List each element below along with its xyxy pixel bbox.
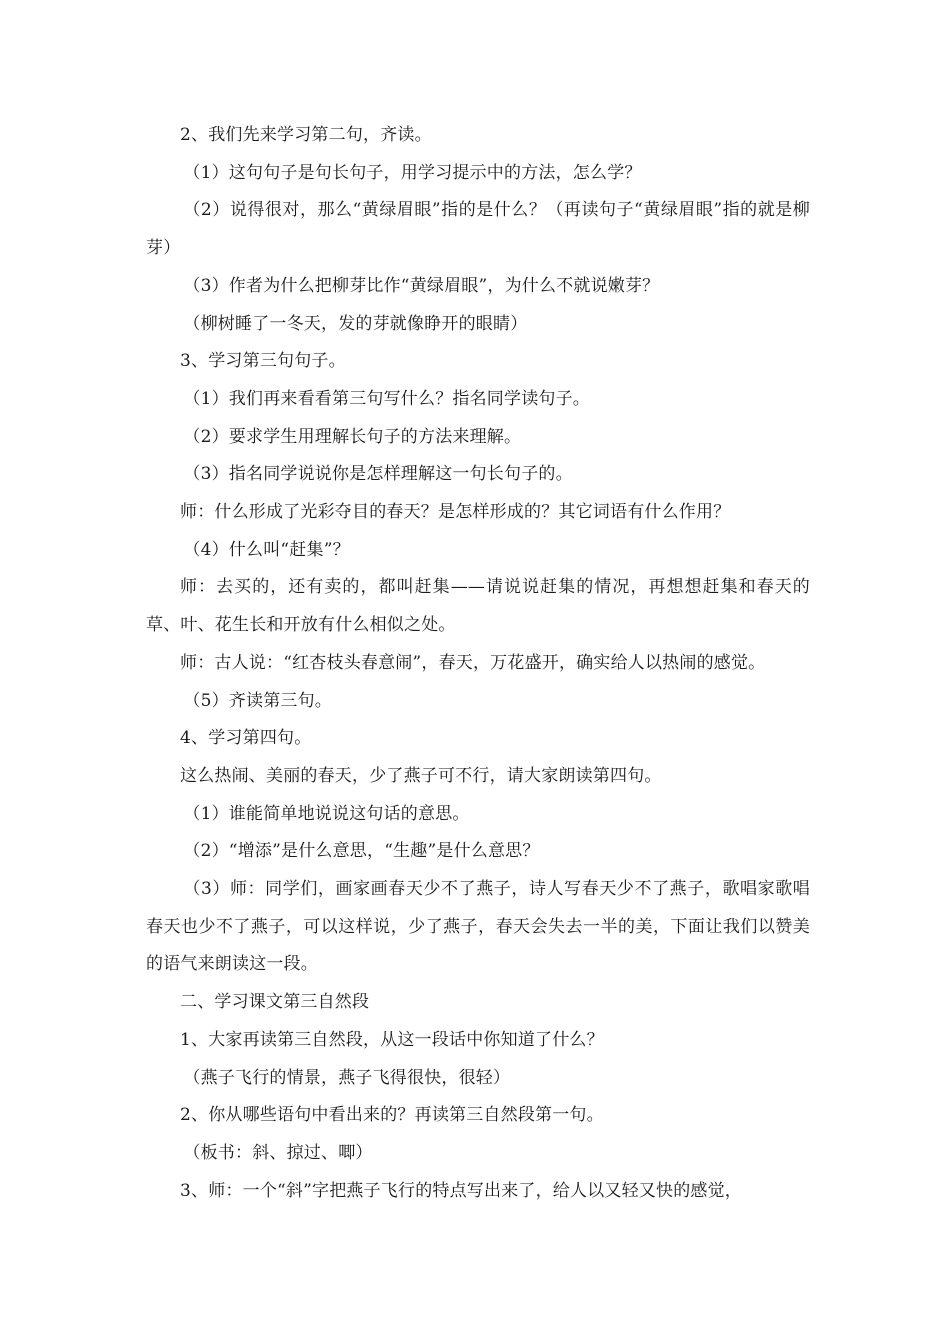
paragraph: （2）要求学生用理解长句子的方法来理解。 — [183, 426, 522, 447]
paragraph: （板书：斜、掠过、唧） — [183, 1142, 373, 1163]
paragraph: （柳树睡了一冬天，发的芽就像睁开的眼睛） — [183, 313, 528, 334]
document-body — [146, 117, 810, 1210]
paragraph: （1）这句句子是句长句子，用学习提示中的方法，怎么学？ — [183, 162, 642, 183]
paragraph: （2）“增添”是什么意思，“生趣”是什么意思？ — [183, 841, 540, 862]
paragraph: （3）师：同学们，画家画春天少不了燕子，诗人写春天少不了燕子，歌唱家歌唱春天也少不了燕子，可以这样说，少了燕子，春天会失去一半的美，下面让我们以赞美的语气来朗读这一段。 — [146, 879, 810, 975]
paragraph: （4）什么叫“赶集”？ — [183, 539, 350, 560]
paragraph: （2）说得很对，那么“黄绿眉眼”指的是什么？（再读句子“黄绿眉眼”指的就是柳芽） — [146, 200, 810, 259]
paragraph: （5）齐读第三句。 — [183, 690, 333, 711]
paragraph: 二、学习课文第三自然段 — [180, 992, 370, 1013]
paragraph: 3、师：一个“斜”字把燕子飞行的特点写出来了，给人以又轻又快的感觉， — [180, 1180, 742, 1201]
paragraph: （1）我们再来看看第三句写什么？指名同学读句子。 — [183, 388, 591, 409]
paragraph: 2、我们先来学习第二句，齐读。 — [180, 125, 432, 145]
paragraph: 师：什么形成了光彩夺目的春天？是怎样形成的？其它词语有什么作用？ — [180, 502, 731, 523]
paragraph: 2、你从哪些语句中看出来的？再读第三自然段第一句。 — [180, 1105, 604, 1126]
paragraph: 4、学习第四句。 — [180, 728, 312, 749]
paragraph: 这么热闹、美丽的春天，少了燕子可不行，请大家朗读第四句。 — [180, 765, 662, 786]
paragraph: （1）谁能简单地说说这句话的意思。 — [183, 803, 470, 824]
paragraph: 师：古人说：“红杏枝头春意闹”，春天，万花盛开，确实给人以热闹的感觉。 — [180, 652, 766, 673]
paragraph: 3、学习第三句句子。 — [180, 351, 346, 372]
paragraph: 师：去买的，还有卖的，都叫赶集——请说说赶集的情况，再想想赶集和春天的草、叶、花生长和开放有什么相似之处。 — [146, 577, 810, 636]
paragraph: 1、大家再读第三自然段，从这一段话中你知道了什么？ — [180, 1029, 604, 1050]
paragraph: （3）指名同学说说你是怎样理解这一句长句子的。 — [183, 464, 573, 485]
paragraph: （燕子飞行的情景，燕子飞得很快，很轻） — [183, 1067, 511, 1088]
paragraph: （3）作者为什么把柳芽比作“黄绿眉眼”，为什么不就说嫩芽？ — [183, 275, 660, 296]
